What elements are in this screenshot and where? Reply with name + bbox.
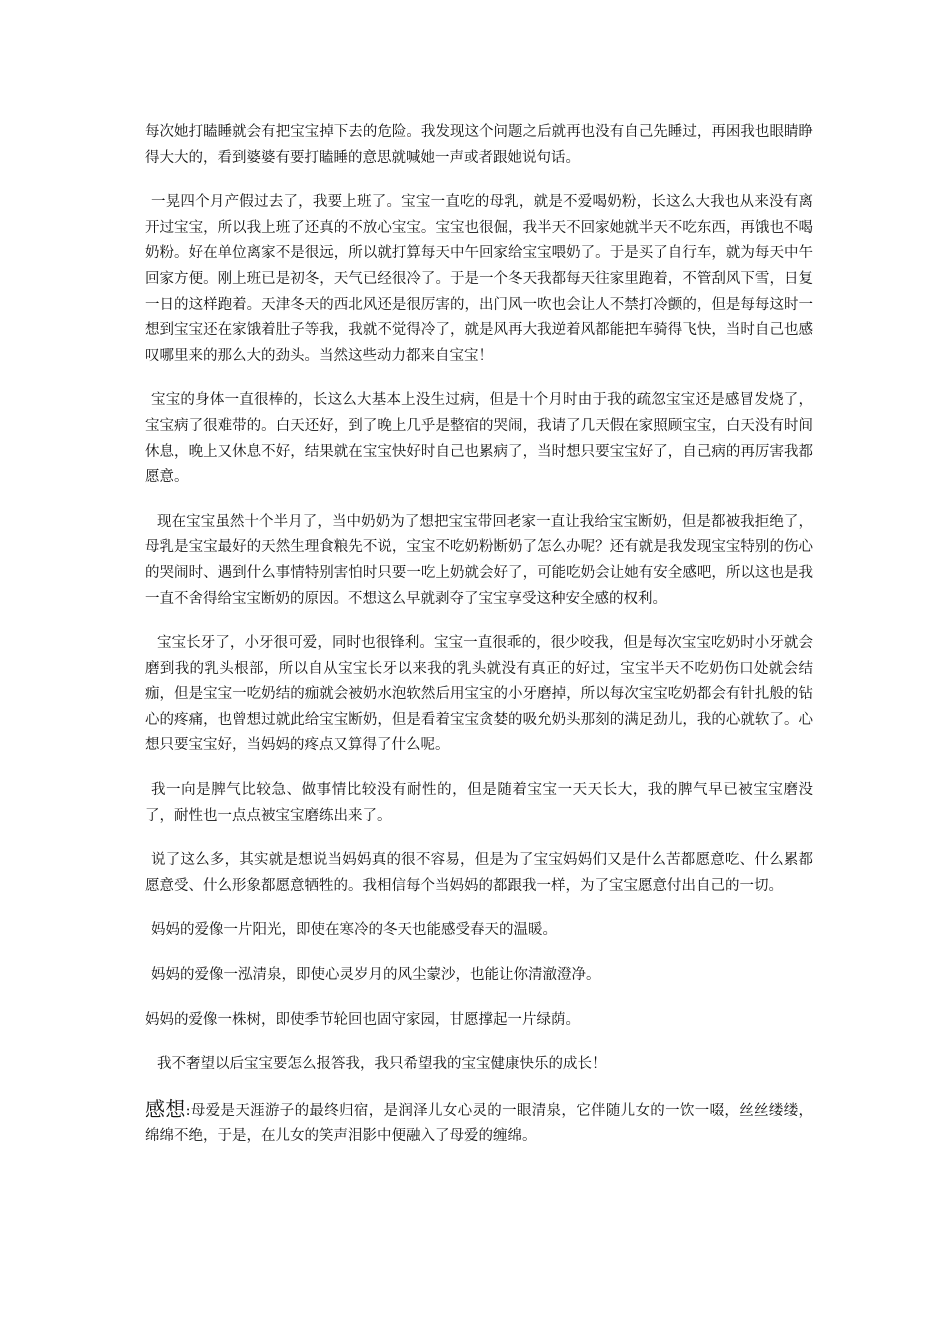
reflection-paragraph bbox=[145, 1097, 813, 1150]
paragraph-10: 妈妈的爱像一株树，即使季节轮回也固守家园，甘愿撑起一片绿荫。 bbox=[145, 1011, 580, 1028]
paragraph-5: 宝宝长牙了，小牙很可爱，同时也很锋利。宝宝一直很乖的，很少咬我，但是每次宝宝吃奶时小牙就会磨到我的乳头根部，所以自从宝宝长牙以来我的乳头就没有真正的好过，宝宝半天不吃奶伤口处就会结痂，但是宝宝一吃奶结的痂就会被奶水泡软然后用宝宝的小牙磨掉，所以每次宝宝吃奶都会有针扎般的钻心的疼痛，也曾想过就此给宝宝断奶，但是看着宝宝贪婪的吸允奶头那刻的满足劲儿，我的心就软了。心想只要宝宝好，当妈妈的疼点又算得了什么呢。 bbox=[145, 635, 813, 754]
reflection-heading: 感想 bbox=[145, 1096, 186, 1121]
paragraph-3: 宝宝的身体一直很棒的，长这么大基本上没生过病，但是十个月时由于我的疏忽宝宝还是感冒发烧了，宝宝病了很难带的。白天还好，到了晚上几乎是整宿的哭闹，我请了几天假在家照顾宝宝，白天没有时间休息，晚上又休息不好，结果就在宝宝快好时自己也累病了，当时想只要宝宝好了，自己病的再厉害我都愿意。 bbox=[145, 392, 813, 486]
paragraph-11: 我不奢望以后宝宝要怎么报答我，我只希望我的宝宝健康快乐的成长！ bbox=[157, 1056, 607, 1073]
paragraph-1: 每次她打瞌睡就会有把宝宝掉下去的危险。我发现这个问题之后就再也没有自己先睡过，再困我也眼睛睁得大大的，看到婆婆有要打瞌睡的意思就喊她一声或者跟她说句话。 bbox=[145, 124, 813, 166]
reflection-text: 母爱是天涯游子的最终归宿，是润泽儿女心灵的一眼清泉，它伴随儿女的一饮一啜，丝丝缕缕，绵绵不绝，于是，在儿女的笑声泪影中便融入了母爱的缠绵。 bbox=[145, 1102, 814, 1145]
document-body bbox=[145, 120, 813, 1169]
paragraph-9: 妈妈的爱像一泓清泉，即使心灵岁月的风尘蒙沙，也能让你清澈澄净。 bbox=[151, 967, 601, 984]
paragraph-6: 我一向是脾气比较急、做事情比较没有耐性的，但是随着宝宝一天天长大，我的脾气早已被宝宝磨没了，耐性也一点点被宝宝磨练出来了。 bbox=[145, 782, 813, 824]
paragraph-4: 现在宝宝虽然十个半月了，当中奶奶为了想把宝宝带回老家一直让我给宝宝断奶，但是都被我拒绝了，母乳是宝宝最好的天然生理食粮先不说，宝宝不吃奶粉断奶了怎么办呢？还有就是我发现宝宝特别的伤心的哭闹时、遇到什么事情特别害怕时只要一吃上奶就会好了，可能吃奶会让她有安全感吧，所以这也是我一直不舍得给宝宝断奶的原因。不想这么早就剥夺了宝宝享受这种安全感的权利。 bbox=[145, 513, 813, 607]
paragraph-2: 一晃四个月产假过去了，我要上班了。宝宝一直吃的母乳，就是不爱喝奶粉，长这么大我也从来没有离开过宝宝，所以我上班了还真的不放心宝宝。宝宝也很倔，我半天不回家她就半天不吃东西，再饿也不喝奶粉。好在单位离家不是很远，所以就打算每天中午回家给宝宝喂奶了。于是买了自行车，就为每天中午回家方便。刚上班已是初冬，天气已经很冷了。于是一个冬天我都每天往家里跑着，不管刮风下雪，日复一日的这样跑着。天津冬天的西北风还是很厉害的，出门风一吹也会让人不禁打冷颤的，但是每每这时一想到宝宝还在家饿着肚子等我，我就不觉得冷了，就是风再大我逆着风都能把车骑得飞快，当时自己也感叹哪里来的那么大的劲头。当然这些动力都来自宝宝！ bbox=[145, 194, 813, 364]
paragraph-7: 说了这么多，其实就是想说当妈妈真的很不容易，但是为了宝宝妈妈们又是什么苦都愿意吃、什么累都愿意受、什么形象都愿意牺牲的。我相信每个当妈妈的都跟我一样，为了宝宝愿意付出自己的一切。 bbox=[145, 852, 813, 894]
reflection-colon: : bbox=[185, 1102, 191, 1119]
paragraph-8: 妈妈的爱像一片阳光，即使在寒冷的冬天也能感受春天的温暖。 bbox=[151, 922, 557, 939]
